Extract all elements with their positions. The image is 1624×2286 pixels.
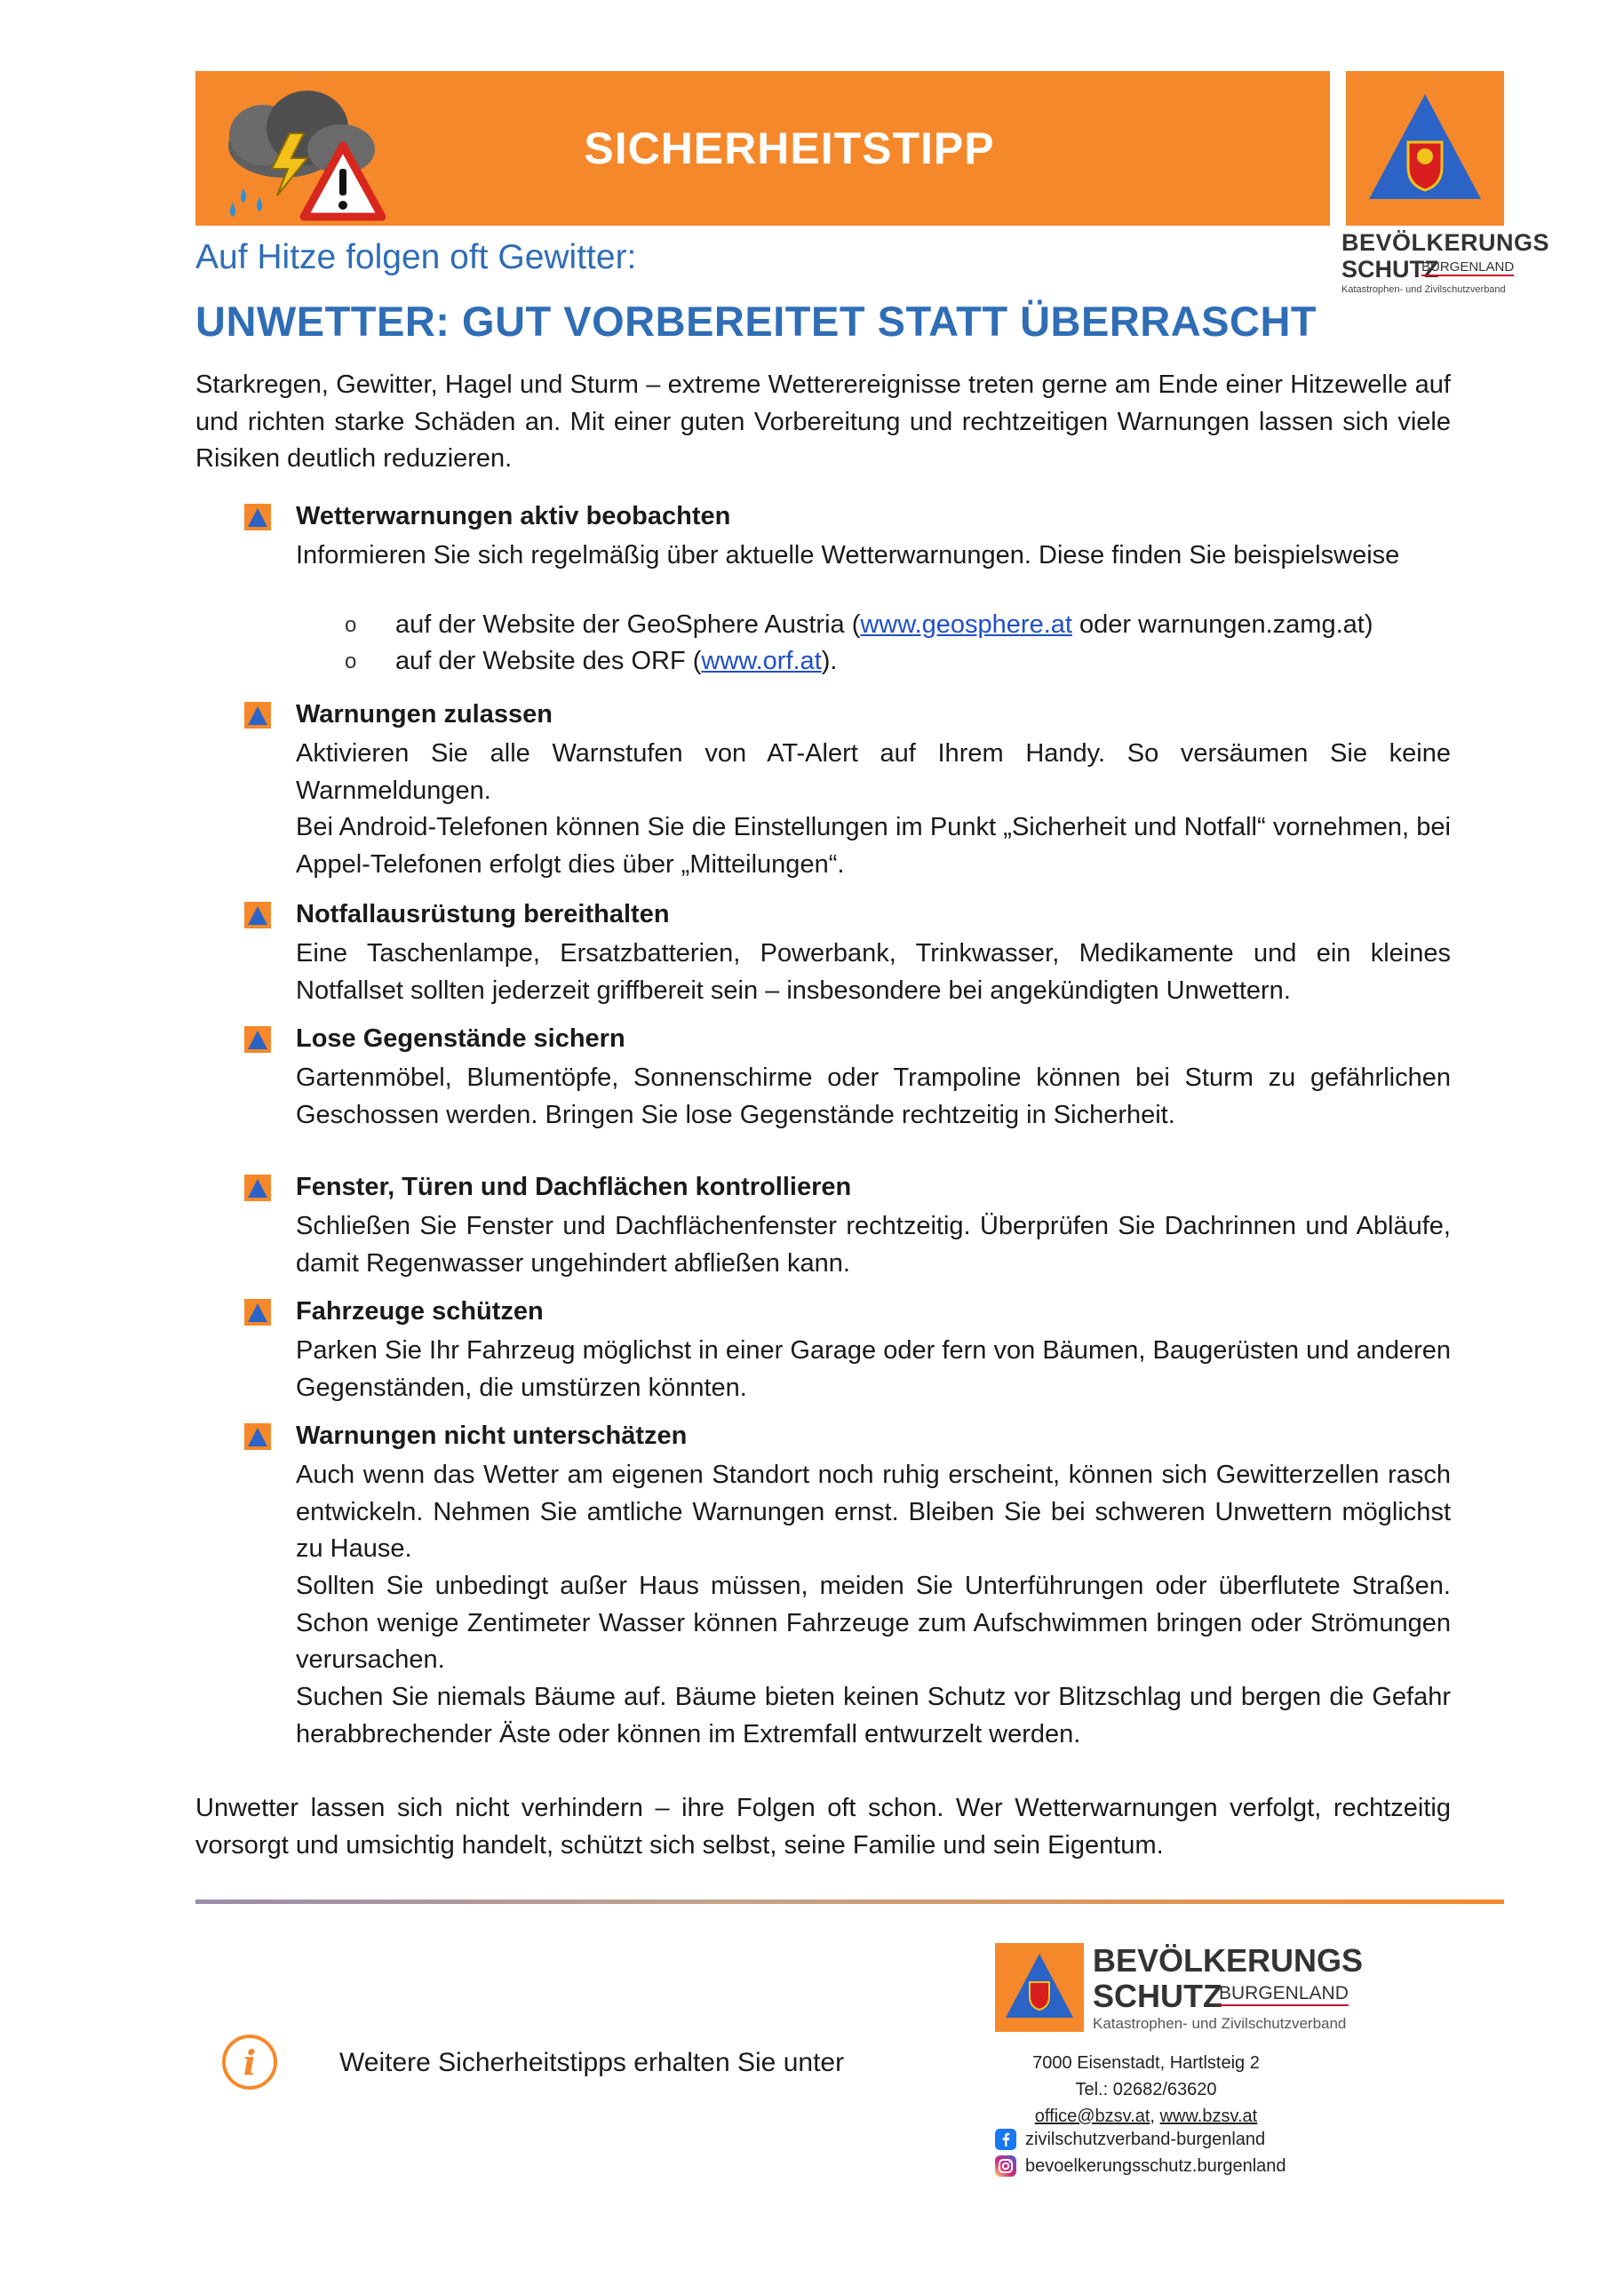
item-title: Warnungen nicht unterschätzen <box>296 1422 688 1450</box>
logo-text-line2: SCHUTZ <box>1341 256 1439 283</box>
item-title: Notfallausrüstung bereithalten <box>296 900 670 928</box>
contact-links <box>986 2107 1306 2127</box>
item-text: Schließen Sie Fenster und Dachflächenfenster rechtzeitig. Überprüfen Sie Dachrinnen und Abläufe, damit Regenwasser ungehindert abfließen kann. <box>296 1212 1451 1278</box>
footer-logo-line1: BEVÖLKERUNGS <box>1093 1942 1364 1979</box>
orf-link[interactable]: www.orf.at <box>701 647 822 675</box>
item-text: Auch wenn das Wetter am eigenen Standort noch ruhig erscheint, können sich Gewitterzellen rasch entwickeln. Nehmen Sie amtliche Warnungen ernst. Bleiben Sie bei schweren Unwettern möglichst zu Hause. <box>296 1461 1451 1563</box>
orange-triangle-bullet-icon <box>244 1175 271 1201</box>
footer-logo-region: BURGENLAND <box>1219 1983 1349 2006</box>
item-title: Fenster, Türen und Dachflächen kontrollieren <box>296 1173 852 1201</box>
item-title: Wetterwarnungen aktiv beobachten <box>296 502 731 530</box>
item-text: Aktivieren Sie alle Warnstufen von AT-Alert auf Ihrem Handy. So versäumen Sie keine Warnmeldungen. <box>296 739 1451 805</box>
item-text: Gartenmöbel, Blumentöpfe, Sonnenschirme oder Trampoline können bei Sturm zu gefährlichen Geschossen werden. Bringen Sie lose Gegenstände rechtzeitig in Sicherheit. <box>296 1063 1451 1129</box>
header-banner <box>195 71 1330 226</box>
civil-protection-triangle-icon <box>1346 71 1504 226</box>
sub-bullet-icon: o <box>345 649 357 673</box>
footer-logo-subtitle: Katastrophen- und Zivilschutzverband <box>1093 2015 1347 2032</box>
item-text: Parken Sie Ihr Fahrzeug möglichst in einer Garage oder fern von Bäumen, Baugerüsten und anderen Gegenständen, die umstürzen könnten. <box>296 1336 1451 1402</box>
facebook-row[interactable] <box>995 2129 1265 2150</box>
orange-triangle-bullet-icon <box>244 702 271 729</box>
address: 7000 Eisenstadt, Hartlsteig 2 <box>1032 2053 1260 2073</box>
sub-list-item <box>395 647 837 676</box>
geosphere-link[interactable]: www.geosphere.at <box>860 610 1072 639</box>
sub-list-item <box>395 610 1373 640</box>
orange-triangle-bullet-icon <box>244 902 271 928</box>
footer-logo <box>995 1943 1084 2032</box>
orange-triangle-bullet-icon <box>244 1423 271 1450</box>
facebook-icon <box>995 2129 1016 2150</box>
sub-bullet-icon: o <box>345 613 357 637</box>
item-text: Informieren Sie sich regelmäßig über aktuelle Wetterwarnungen. Diese finden Sie beispielsweise <box>296 541 1400 570</box>
email-link[interactable]: office@bzsv.at <box>1034 2107 1150 2126</box>
organization-logo <box>1346 71 1504 226</box>
logo-region: BURGENLAND <box>1421 259 1515 275</box>
sub-item-text: auf der Website der GeoSphere Austria ( <box>395 610 861 639</box>
banner-title: SICHERHEITSTIPP <box>584 123 995 173</box>
item-text: Sollten Sie unbedingt außer Haus müssen, meiden Sie Unterführungen oder überflutete Straßen. Schon wenige Zentimeter Wasser können Fahrzeuge zum Aufschwimmen bringen oder Strömungen verursachen. <box>296 1572 1451 1674</box>
instagram-handle: bevoelkerungsschutz.burgenland <box>1025 2155 1286 2176</box>
footer-info-text: Weitere Sicherheitstipps erhalten Sie unter <box>339 2048 845 2077</box>
sub-item-text: oder warnungen.zamg.at) <box>1071 610 1373 639</box>
intro-paragraph: Starkregen, Gewitter, Hagel und Sturm – extreme Wetterereignisse treten gerne am Ende einer Hitzewelle auf und richten starke Schäden an. Mit einer guten Vorbereitung und rechtzeitigen Warnungen lassen sich viele Risiken deutlich reduzieren. <box>195 370 1451 473</box>
orange-triangle-bullet-icon <box>244 1299 271 1326</box>
orange-triangle-bullet-icon <box>244 1026 271 1053</box>
logo-subtitle: Katastrophen- und Zivilschutzverband <box>1341 284 1506 295</box>
intro-heading: Auf Hitze folgen oft Gewitter: <box>195 238 637 276</box>
footer-logo-line2: SCHUTZ <box>1093 1978 1222 2014</box>
item-text: Eine Taschenlampe, Ersatzbatterien, Powerbank, Trinkwasser, Medikamente und ein kleines Notfallset sollten jederzeit griffbereit sein – insbesondere bei angekündigten Unwettern. <box>296 939 1451 1005</box>
facebook-handle: zivilschutzverband-burgenland <box>1025 2129 1266 2149</box>
instagram-row[interactable] <box>995 2155 1286 2177</box>
item-title: Fahrzeuge schützen <box>296 1297 544 1326</box>
footer-divider <box>195 1900 1504 1904</box>
info-icon: i <box>222 2035 277 2090</box>
sub-item-text: auf der Website des ORF ( <box>395 647 702 675</box>
item-title: Warnungen zulassen <box>296 700 553 729</box>
sub-item-text: ). <box>821 647 838 675</box>
orange-triangle-bullet-icon <box>244 504 271 530</box>
page-title: UNWETTER: GUT VORBEREITET STATT ÜBERRASCHT <box>195 298 1318 345</box>
civil-protection-triangle-icon <box>995 1943 1084 2032</box>
instagram-icon <box>995 2155 1016 2177</box>
item-text: Suchen Sie niemals Bäume auf. Bäume bieten keinen Schutz vor Blitzschlag und bergen die Gefahr herabbrechender Äste oder können im Extremfall entwurzelt werden. <box>296 1683 1451 1748</box>
website-link[interactable]: www.bzsv.at <box>1159 2107 1258 2126</box>
logo-text-line1: BEVÖLKERUNGS <box>1341 229 1550 256</box>
contact-separator: , <box>1150 2107 1160 2126</box>
closing-paragraph: Unwetter lassen sich nicht verhindern – ihre Folgen oft schon. Wer Wetterwarnungen verfolgt, rechtzeitig vorsorgt und umsichtig handelt, schützt sich selbst, seine Familie und sein Eigentum. <box>195 1794 1451 1860</box>
item-title: Lose Gegenstände sichern <box>296 1024 625 1053</box>
item-text: Bei Android-Telefonen können Sie die Einstellungen im Punkt „Sicherheit und Notfall“ vornehmen, bei Appel-Telefonen erfolgt dies über „Mitteilungen“. <box>296 813 1451 879</box>
phone: Tel.: 02682/63620 <box>1075 2080 1217 2099</box>
